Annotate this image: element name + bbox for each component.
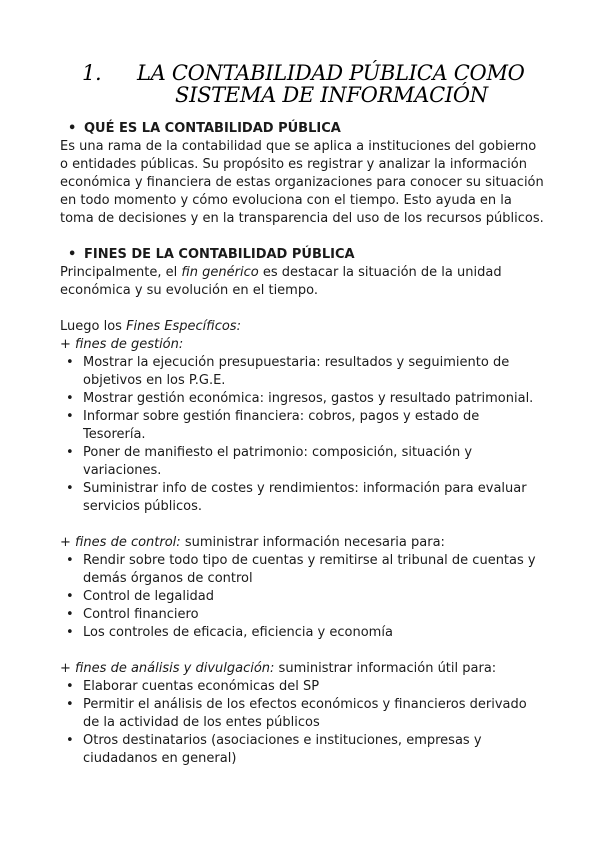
fines-control-line (60, 534, 544, 552)
fin-generico-term: fin genérico (181, 265, 259, 280)
section-heading-fines: • FINES DE LA CONTABILIDAD PÚBLICA (60, 246, 544, 264)
fines-intro-before: Principalmente, el (60, 265, 182, 280)
list-item: • Elaborar cuentas económicas del SP (60, 678, 544, 696)
list-item: • Otros destinatarios (asociaciones e instituciones, empresas y ciudadanos en general) (60, 732, 544, 768)
list-item: • Control de legalidad (60, 588, 544, 606)
fines-analisis-text: suministrar información útil para: (274, 661, 497, 676)
fines-control-list (60, 552, 544, 642)
fines-gestion-list (60, 354, 544, 516)
title-line-1: LA CONTABILIDAD PÚBLICA COMO (137, 61, 525, 85)
section-paragraph-fines (60, 264, 544, 300)
list-item: • Poner de manifiesto el patrimonio: composición, situación y variaciones. (60, 444, 544, 480)
fines-control-text: suministrar información necesaria para: (180, 535, 445, 550)
fines-gestion-label: + fines de gestión: (60, 337, 184, 352)
section-heading-que-es: • QUÉ ES LA CONTABILIDAD PÚBLICA (60, 120, 544, 138)
list-item: • Los controles de eficacia, eficiencia y economía (60, 624, 544, 642)
list-item: • Control financiero (60, 606, 544, 624)
list-item: • Permitir el análisis de los efectos económicos y financieros derivado de la actividad de los entes públicos (60, 696, 544, 732)
fines-analisis-line (60, 660, 544, 678)
fines-analisis-label: + fines de análisis y divulgación: (60, 661, 275, 676)
fines-analisis-list (60, 678, 544, 768)
list-item: • Rendir sobre todo tipo de cuentas y remitirse al tribunal de cuentas y demás órganos de control (60, 552, 544, 588)
title-number: 1. (82, 61, 102, 85)
section-paragraph-que-es: Es una rama de la contabilidad que se aplica a instituciones del gobierno o entidades públicas. Su propósito es registrar y analizar la información económica y financiera de estas organizaciones para conocer su situación en todo momento y cómo evoluciona con el tiempo. Esto ayuda en la toma de decisiones y en la transparencia del uso de los recursos públicos. (60, 139, 544, 226)
fines-especificos-line (60, 318, 544, 336)
fines-intro-after: es destacar la situación de la unidad económica y su evolución en el tiempo. (60, 265, 502, 298)
title-line-2: SISTEMA DE INFORMACIÓN (175, 83, 488, 107)
fines-especificos-prefix: Luego los (60, 319, 127, 334)
fines-control-label: + fines de control: (60, 535, 181, 550)
document-body (60, 120, 544, 768)
list-item: • Informar sobre gestión financiera: cobros, pagos y estado de Tesorería. (60, 408, 544, 444)
list-item: • Mostrar gestión económica: ingresos, gastos y resultado patrimonial. (60, 390, 544, 408)
fines-especificos-term: Fines Específicos: (126, 319, 241, 334)
list-item: • Mostrar la ejecución presupuestaria: resultados y seguimiento de objetivos en los P.G.E. (60, 354, 544, 390)
list-item: • Suministrar info de costes y rendimientos: información para evaluar servicios públicos. (60, 480, 544, 516)
